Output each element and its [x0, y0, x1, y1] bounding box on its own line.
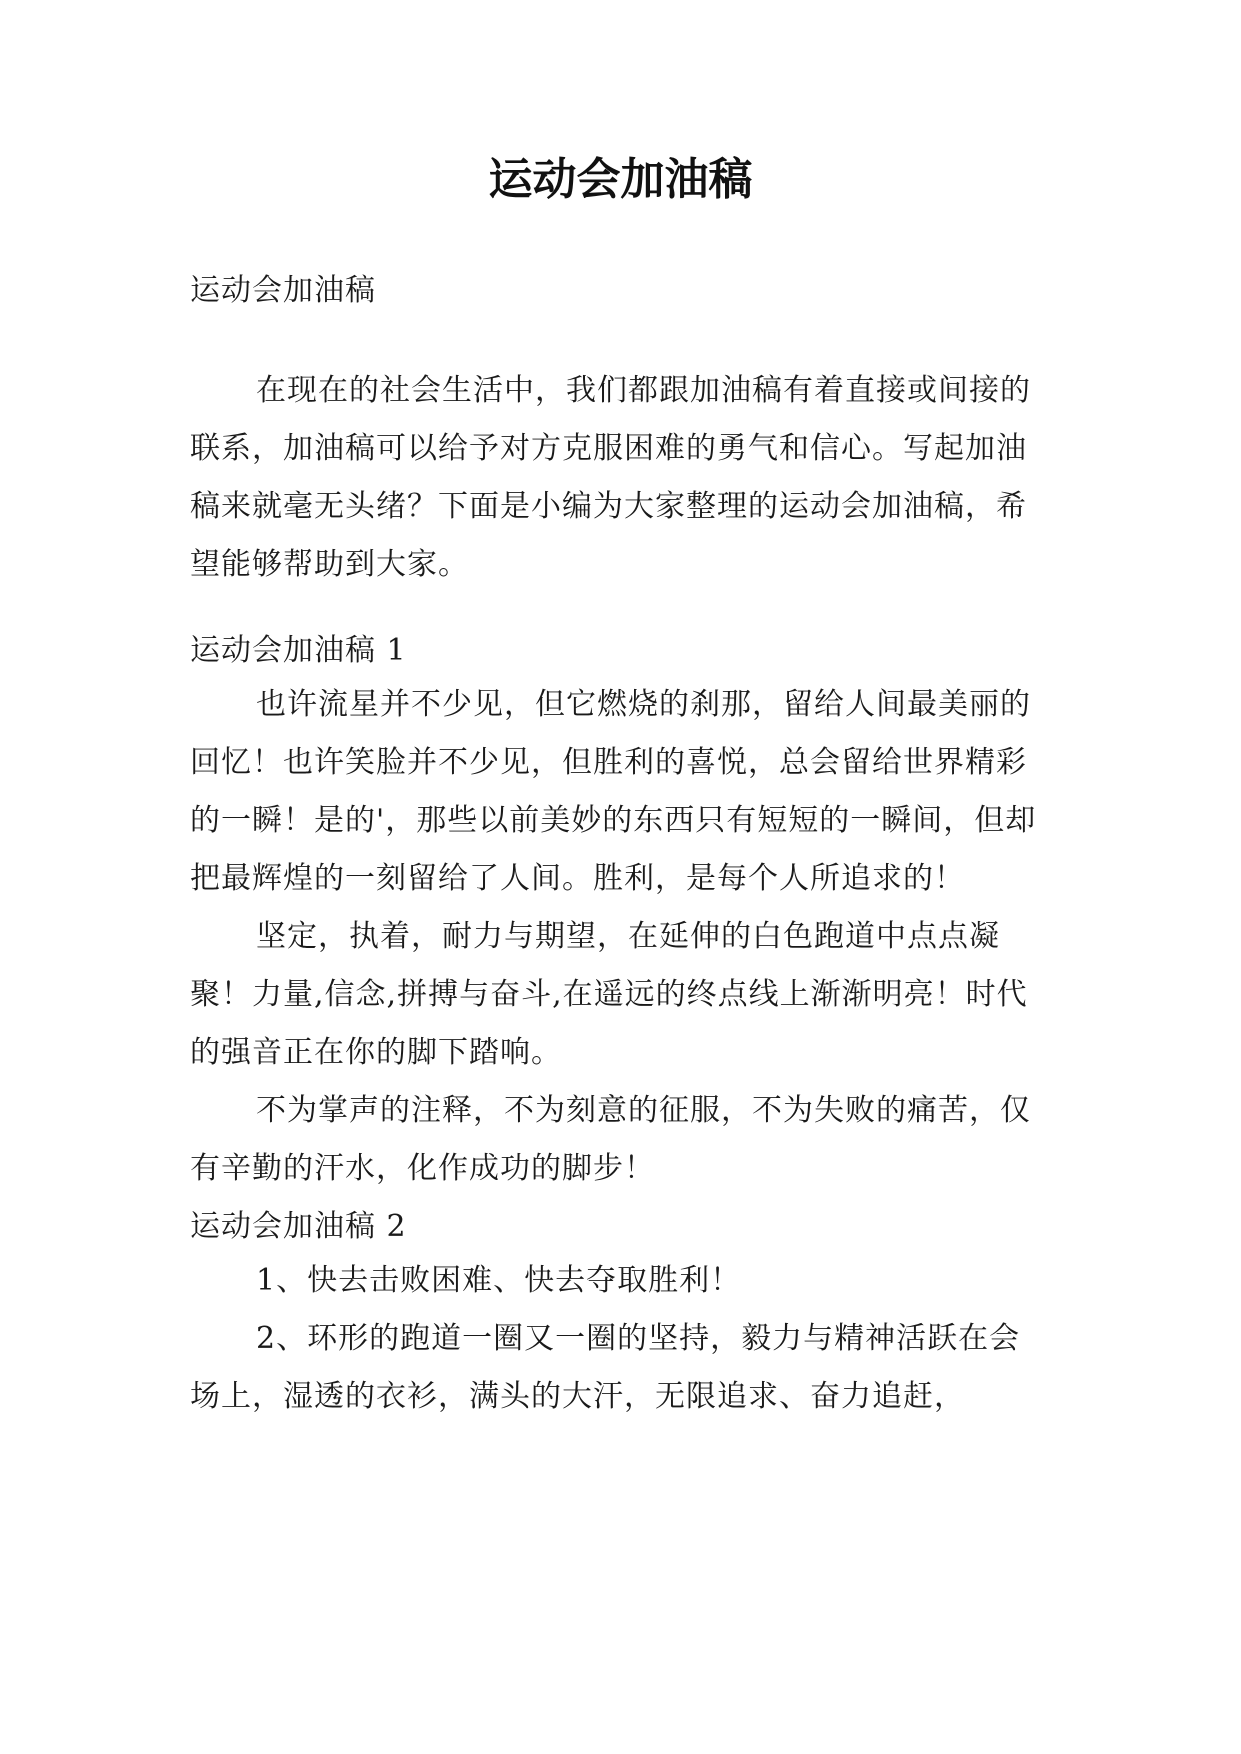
section2-heading: 运动会加油稿 2 [190, 1209, 407, 1244]
section1-paragraph-3: 不为掌声的注释，不为刻意的征服，不为失败的痛苦，仅有辛勤的汗水，化作成功的脚步！ [190, 1093, 1031, 1186]
section1-heading: 运动会加油稿 1 [190, 633, 407, 668]
intro-block [190, 362, 1050, 594]
section1-paragraph-2: 坚定，执着，耐力与期望，在延伸的白色跑道中点点凝聚！力量,信念,拼搏与奋斗,在遥远的终点线上渐渐明亮！时代的强音正在你的脚下踏响。 [190, 919, 1028, 1070]
section2-block [190, 1252, 1050, 1426]
section2-paragraph-2: 2、环形的跑道一圈又一圈的坚持，毅力与精神活跃在会场上，湿透的衣衫，满头的大汗，无限追求、奋力追赶， [190, 1321, 1021, 1414]
document-title: 运动会加油稿 [488, 154, 753, 205]
section1-paragraph-1: 也许流星并不少见，但它燃烧的刹那，留给人间最美丽的回忆！也许笑脸并不少见，但胜利的喜悦，总会留给世界精彩的一瞬！是的'，那些以前美妙的东西只有短短的一瞬间，但却把最辉煌的一刻留给了人间。胜利，是每个人所追求的！ [190, 687, 1037, 896]
intro-paragraph: 在现在的社会生活中，我们都跟加油稿有着直接或间接的联系，加油稿可以给予对方克服困难的勇气和信心。写起加油稿来就毫无头绪？下面是小编为大家整理的运动会加油稿，希望能够帮助到大家。 [190, 373, 1031, 582]
section1-block [190, 676, 1050, 1198]
document-heading: 运动会加油稿 [190, 273, 376, 308]
section2-paragraph-1: 1、快去击败困难、快去夺取胜利！ [256, 1263, 742, 1298]
